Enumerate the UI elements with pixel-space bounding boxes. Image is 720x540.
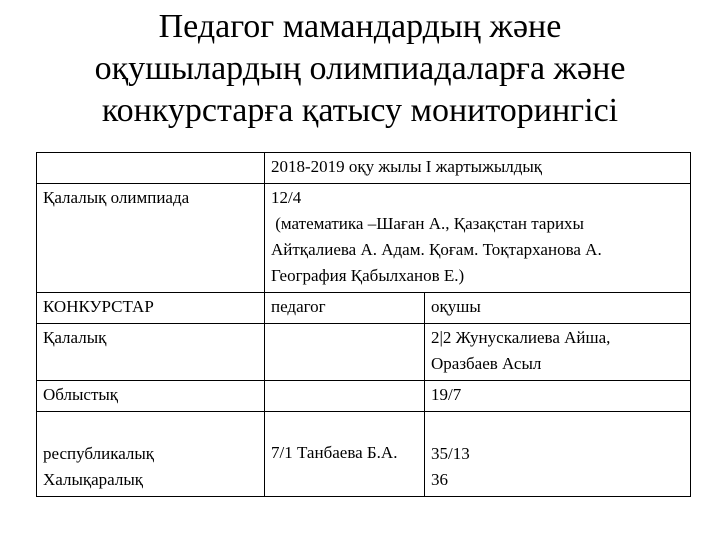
republic-label: республикалық: [43, 444, 155, 463]
city-olympiad-line: География Қабылханов Е.): [271, 266, 465, 285]
city-student-line: Оразбаев Асыл: [431, 354, 542, 373]
international-student: 36: [431, 470, 448, 489]
regional-teacher: [265, 381, 425, 412]
republic-student: 35/13: [431, 444, 470, 463]
table-row-city: [37, 324, 691, 381]
header-empty-cell: [37, 153, 265, 184]
regional-student: 19/7: [425, 381, 691, 412]
city-student-line: 2|2 Жунускалиева Айша,: [431, 328, 611, 347]
slide-title: [40, 6, 680, 132]
regional-label: Облыстық: [37, 381, 265, 412]
contests-label: КОНКУРСТАР: [37, 293, 265, 324]
city-olympiad-line: (математика –Шаған А., Қазақстан тарихы: [271, 214, 584, 233]
title-line: оқушылардың олимпиадаларға және: [94, 50, 626, 87]
table-row-contests: [37, 293, 691, 324]
city-olympiad-line: 12/4: [271, 188, 302, 207]
city-olympiad-value: [265, 184, 691, 293]
international-label: Халықаралық: [43, 470, 144, 489]
city-label: Қалалық: [37, 324, 265, 381]
table-row-header: [37, 153, 691, 184]
city-teacher: [265, 324, 425, 381]
city-olympiad-label: Қалалық олимпиада: [37, 184, 265, 293]
republic-intl-student: [425, 412, 691, 497]
city-olympiad-line: Айтқалиева А. Адам. Қоғам. Тоқтарханова А.: [271, 240, 602, 259]
title-line: конкурстарға қатысу мониторингісі: [101, 92, 619, 129]
period-cell: 2018-2019 оқу жылы I жартыжылдық: [265, 153, 691, 184]
table-row-republic-intl: [37, 412, 691, 497]
republic-intl-teacher: 7/1 Танбаева Б.А.: [265, 412, 425, 497]
title-line: Педагог мамандардың және: [158, 8, 562, 45]
republic-intl-labels: [37, 412, 265, 497]
monitoring-table: [36, 152, 691, 497]
teacher-column-header: педагог: [265, 293, 425, 324]
city-student: [425, 324, 691, 381]
table-row-regional: [37, 381, 691, 412]
student-column-header: оқушы: [425, 293, 691, 324]
table-row-city-olympiad: [37, 184, 691, 293]
